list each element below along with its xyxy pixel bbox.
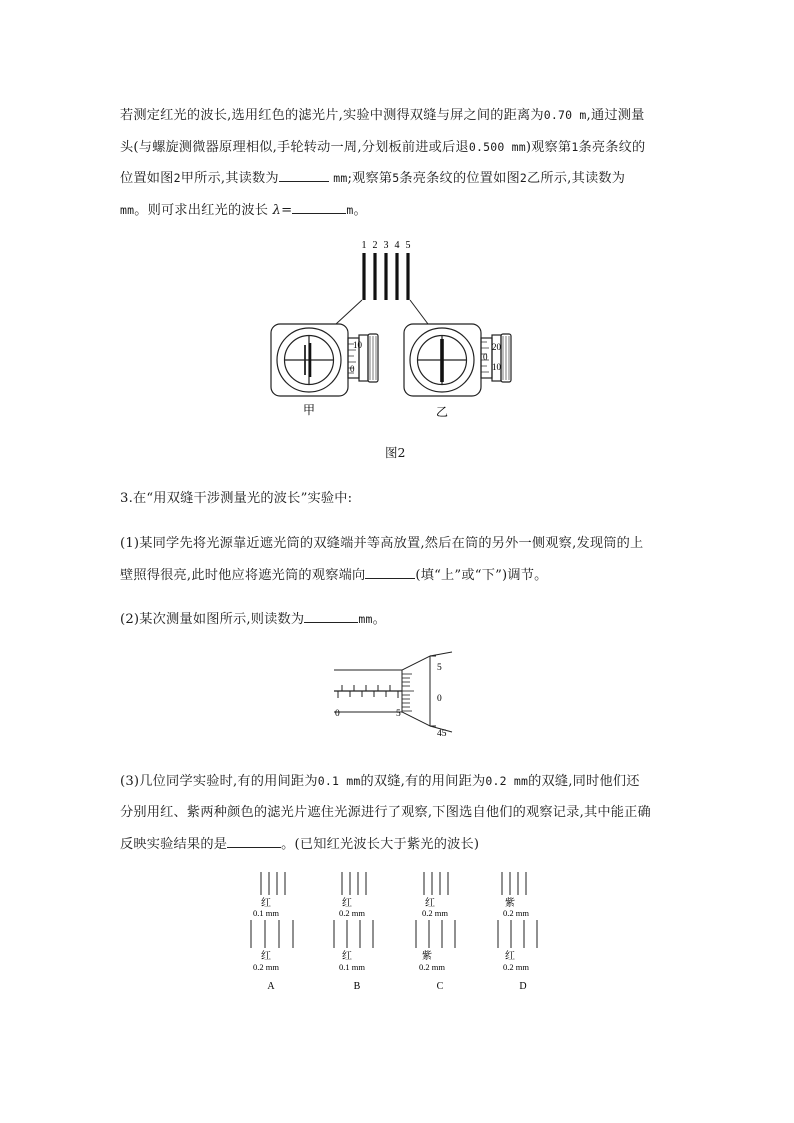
figure-caption: 图2 (385, 445, 406, 460)
text: 壁照得很亮,此时他应将遮光筒的观察端向 (120, 568, 366, 583)
option-b-bot-color: 红 (342, 951, 352, 962)
answer-blank-q2[interactable] (304, 610, 358, 623)
text: 反映实验结果的是 (120, 837, 228, 852)
main-scale-label: 0 (335, 709, 340, 719)
micrometer-figure (330, 648, 470, 740)
fringe-number: 2 (372, 240, 378, 251)
answer-blank-2[interactable] (292, 201, 346, 214)
thimble-label: 0 (437, 694, 442, 704)
p2-line2 (120, 136, 645, 155)
figure-2-measuring-heads (260, 236, 530, 422)
fringe-patterns (251, 872, 537, 948)
number: 2 (519, 171, 528, 185)
p3-q1-line1: (1)某同学先将光源靠近遮光筒的双缝端并等高放置,然后在筒的另外一侧观察,发现筒的上 (120, 536, 644, 551)
text: 。 (372, 612, 386, 627)
answer-blank-1[interactable] (279, 169, 329, 182)
jia-tick: 0 (350, 364, 355, 374)
text: 。则可求出红光的波长 (134, 203, 273, 218)
fringe-number: 1 (361, 240, 367, 251)
option-d-letter: D (519, 981, 527, 992)
answer-blank-q1[interactable] (365, 566, 415, 579)
connector-line (410, 300, 428, 324)
option-b-top-d: 0.2 mm (339, 908, 365, 918)
p3-q3-line3 (120, 833, 479, 852)
option-d-top-d: 0.2 mm (503, 908, 529, 918)
text: 头(与螺旋测微器原理相似,手轮转动一周,分划板前进或后退 (120, 140, 469, 155)
p3-title: 3.在“用双缝干涉测量光的波长”实验中: (120, 491, 353, 506)
number: 1 (571, 140, 579, 154)
jia-tick: 10 (353, 340, 362, 350)
unit: mm (358, 612, 373, 626)
text: (2)某次测量如图所示,则读数为 (120, 612, 305, 627)
text: (3)几位同学实验时,有的用间距为 (120, 774, 318, 789)
unit: mm (333, 171, 348, 185)
p3-q3-line2: 分别用红、紫两种颜色的滤光片遮住光源进行了观察,下图选自他们的观察记录,其中能正确 (120, 805, 651, 820)
text: 甲所示,其读数为 (180, 171, 279, 186)
distance-value: 0.70 m (543, 108, 587, 122)
slit-spacing: 0.2 mm (485, 774, 529, 788)
head-yi (404, 324, 511, 396)
answer-blank-q3[interactable] (227, 835, 281, 848)
thimble-label: 5 (437, 663, 442, 673)
number: 2 (173, 171, 181, 185)
text: ;观察第 (347, 171, 393, 186)
text: 乙所示,其读数为 (527, 171, 626, 186)
p2-line3 (120, 167, 625, 186)
yi-tick: 10 (492, 362, 501, 372)
text: (填“上”或“下”)调节。 (415, 568, 548, 583)
option-c-top-d: 0.2 mm (422, 908, 448, 918)
option-b-bot-d: 0.1 mm (339, 962, 365, 972)
p3-q3-line1 (120, 770, 640, 789)
fringe-number: 4 (394, 240, 400, 251)
text: 的双缝,有的用间距为 (360, 774, 486, 789)
yi-tick: 20 (492, 342, 501, 352)
option-a-top-d: 0.1 mm (253, 908, 279, 918)
label-jia: 甲 (302, 403, 316, 417)
text: 。(已知红光波长大于紫光的波长) (281, 837, 480, 852)
option-c-top-color: 红 (425, 898, 435, 909)
options-figure (240, 866, 560, 996)
p2-line4 (120, 199, 367, 218)
option-d-bot-d: 0.2 mm (503, 962, 529, 972)
text: ,通过测量 (586, 108, 645, 123)
text: 的双缝,同时他们还 (528, 774, 640, 789)
option-b-letter: B (353, 981, 361, 992)
p3-q1-line2 (120, 564, 548, 583)
label-yi: 乙 (435, 405, 449, 419)
text: 条亮条纹的位置如图 (399, 171, 520, 186)
unit: mm (120, 203, 135, 217)
text: )观察第 (525, 140, 572, 155)
p3-q2-line (120, 608, 386, 627)
text: 若测定红光的波长,选用红色的滤光片,实验中测得双缝与屏之间的距离为 (120, 108, 544, 123)
p2-line1 (120, 104, 645, 123)
option-c-bot-color: 紫 (422, 951, 432, 962)
lambda-symbol: λ= (272, 203, 293, 218)
option-a-top-color: 红 (261, 898, 271, 909)
text: 。 (353, 203, 367, 218)
option-c-bot-d: 0.2 mm (419, 962, 445, 972)
bright-fringes (364, 253, 408, 300)
text: 位置如图 (120, 171, 174, 186)
number: 5 (392, 171, 400, 185)
option-a-bot-d: 0.2 mm (253, 962, 279, 972)
option-b-top-color: 红 (342, 898, 352, 909)
text: 条亮条纹的 (578, 140, 646, 155)
step-value: 0.500 mm (468, 140, 526, 154)
head-jia (271, 324, 378, 396)
main-scale-label: 5 (396, 709, 401, 719)
option-a-letter: A (267, 981, 275, 992)
fringe-number: 5 (405, 240, 411, 251)
unit: m (346, 203, 354, 217)
option-d-bot-color: 红 (505, 951, 515, 962)
slit-spacing: 0.1 mm (317, 774, 361, 788)
fringe-number: 3 (383, 240, 389, 251)
option-a-bot-color: 红 (261, 951, 271, 962)
option-c-letter: C (436, 981, 444, 992)
thimble-label: 45 (437, 729, 447, 739)
connector-line (336, 300, 362, 324)
yi-tick: 0 (483, 352, 488, 362)
option-d-top-color: 紫 (505, 898, 515, 909)
